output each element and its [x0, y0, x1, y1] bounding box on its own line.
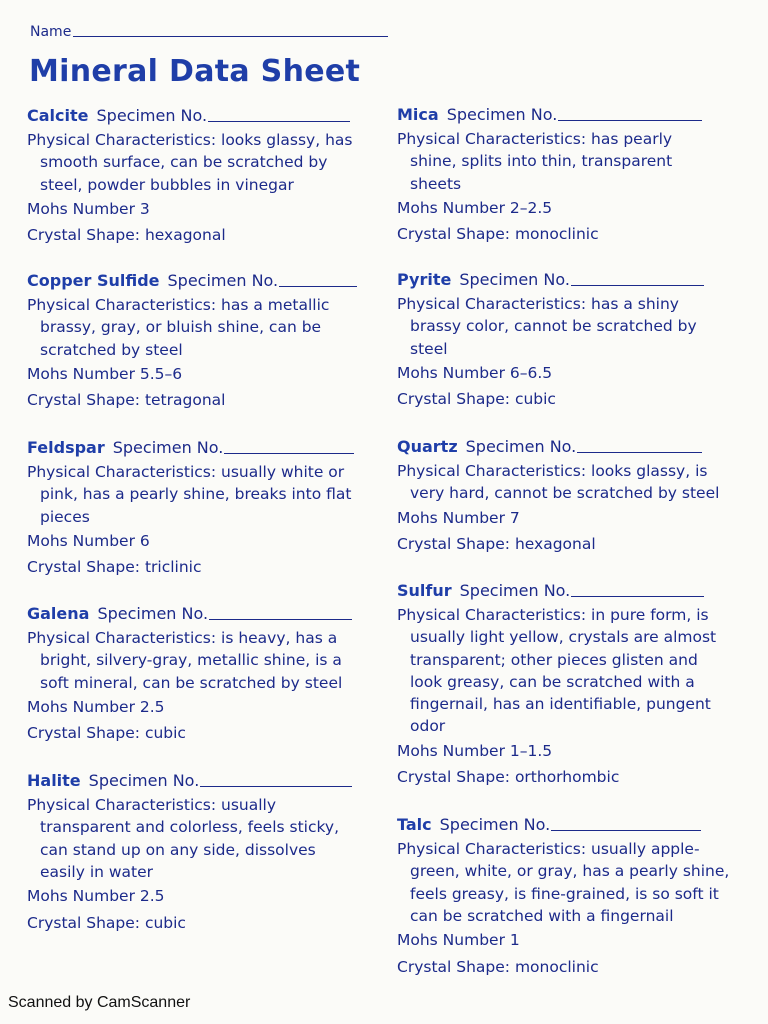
- specimen-label: Specimen No.: [439, 815, 551, 834]
- physical-characteristics: Physical Characteristics: usually white or pink, has a pearly shine, breaks into flat pieces: [27, 463, 352, 526]
- mineral-header: [397, 813, 737, 837]
- name-field: [30, 24, 388, 40]
- mineral-entry-sulfur: [397, 579, 737, 791]
- mineral-entry-galena: [27, 602, 367, 747]
- mohs-number: Mohs Number 2.5: [27, 887, 165, 906]
- specimen-blank-line: [571, 595, 704, 597]
- mineral-name: Calcite: [27, 106, 89, 125]
- specimen-label: Specimen No.: [459, 581, 571, 600]
- physical-characteristics: Physical Characteristics: is heavy, has a bright, silvery-gray, metallic shine, is a soft mineral, can be scratched by steel: [27, 629, 343, 692]
- physical-characteristics: Physical Characteristics: usually apple-green, white, or gray, has a pearly shine, feels greasy, is fine-grained, is so soft it can be scratched with a fingernail: [397, 840, 730, 925]
- mineral-name: Quartz: [397, 437, 458, 456]
- physical-characteristics: Physical Characteristics: in pure form, is usually light yellow, crystals are almost transparent; other pieces glisten and look greasy, can be scratched with a fingernail, has an identifiable, pungent odor: [397, 606, 717, 736]
- physical-characteristics: Physical Characteristics: usually transparent and colorless, feels sticky, can stand up on any side, dissolves easily in water: [27, 796, 340, 881]
- mineral-entry-calcite: [27, 104, 367, 249]
- specimen-label: Specimen No.: [112, 438, 224, 457]
- crystal-shape: Crystal Shape: orthorhombic: [397, 768, 620, 787]
- physical-characteristics: Physical Characteristics: looks glassy, is very hard, cannot be scratched by steel: [397, 462, 720, 503]
- crystal-shape: Crystal Shape: monoclinic: [397, 957, 599, 976]
- specimen-label: Specimen No.: [96, 106, 208, 125]
- mohs-number: Mohs Number 2.5: [27, 697, 165, 716]
- mineral-header: [27, 104, 367, 128]
- specimen-blank-line: [571, 284, 704, 286]
- mineral-name: Talc: [397, 815, 432, 834]
- specimen-blank-line: [577, 451, 702, 453]
- mineral-header: [27, 436, 367, 460]
- crystal-shape: Crystal Shape: cubic: [27, 724, 186, 743]
- name-label: Name: [30, 24, 72, 40]
- physical-characteristics: Physical Characteristics: looks glassy, has smooth surface, can be scratched by steel, powder bubbles in vinegar: [27, 131, 353, 194]
- mineral-header: [397, 268, 737, 292]
- specimen-blank-line: [558, 119, 702, 121]
- specimen-label: Specimen No.: [446, 105, 558, 124]
- mineral-name: Copper Sulfide: [27, 271, 160, 290]
- mineral-header: [397, 103, 737, 127]
- mohs-number: Mohs Number 1–1.5: [397, 741, 553, 760]
- specimen-blank-line: [224, 452, 354, 454]
- mineral-entry-pyrite: [397, 268, 737, 413]
- mineral-header: [27, 602, 367, 626]
- physical-characteristics: Physical Characteristics: has pearly shine, splits into thin, transparent sheets: [397, 130, 673, 193]
- crystal-shape: Crystal Shape: tetragonal: [27, 391, 226, 410]
- mineral-entry-quartz: [397, 435, 737, 558]
- specimen-label: Specimen No.: [97, 604, 209, 623]
- name-blank-line: [73, 35, 388, 37]
- mohs-number: Mohs Number 6: [27, 531, 150, 550]
- mohs-number: Mohs Number 5.5–6: [27, 364, 183, 383]
- mineral-name: Sulfur: [397, 581, 452, 600]
- mineral-header: [27, 769, 367, 793]
- specimen-blank-line: [551, 829, 701, 831]
- mineral-entry-copper-sulfide: [27, 269, 367, 414]
- mineral-entry-halite: [27, 769, 367, 936]
- specimen-blank-line: [208, 120, 350, 122]
- mineral-name: Pyrite: [397, 270, 452, 289]
- mineral-entry-talc: [397, 813, 737, 980]
- mineral-header: [397, 579, 737, 603]
- specimen-label: Specimen No.: [459, 270, 570, 289]
- physical-characteristics: Physical Characteristics: has a shiny brassy color, cannot be scratched by steel: [397, 295, 697, 358]
- mineral-name: Mica: [397, 105, 439, 124]
- mineral-entry-mica: [397, 103, 737, 248]
- mineral-name: Feldspar: [27, 438, 105, 457]
- crystal-shape: Crystal Shape: hexagonal: [27, 226, 226, 245]
- mohs-number: Mohs Number 6–6.5: [397, 363, 553, 382]
- mohs-number: Mohs Number 7: [397, 508, 520, 527]
- crystal-shape: Crystal Shape: hexagonal: [397, 535, 596, 554]
- crystal-shape: Crystal Shape: monoclinic: [397, 225, 599, 244]
- mohs-number: Mohs Number 3: [27, 199, 150, 218]
- physical-characteristics: Physical Characteristics: has a metallic brassy, gray, or bluish shine, can be scratched by steel: [27, 296, 330, 359]
- mineral-entry-feldspar: [27, 436, 367, 581]
- specimen-label: Specimen No.: [167, 271, 279, 290]
- crystal-shape: Crystal Shape: cubic: [27, 913, 186, 932]
- specimen-blank-line: [209, 618, 352, 620]
- mineral-name: Galena: [27, 604, 90, 623]
- crystal-shape: Crystal Shape: triclinic: [27, 558, 202, 577]
- specimen-label: Specimen No.: [465, 437, 577, 456]
- scanner-watermark: Scanned by CamScanner: [8, 994, 191, 1011]
- page-title: Mineral Data Sheet: [29, 54, 361, 89]
- mineral-name: Halite: [27, 771, 81, 790]
- specimen-label: Specimen No.: [88, 771, 200, 790]
- crystal-shape: Crystal Shape: cubic: [397, 390, 556, 409]
- mohs-number: Mohs Number 2–2.5: [397, 198, 553, 217]
- specimen-blank-line: [200, 785, 352, 787]
- mineral-header: [27, 269, 367, 293]
- specimen-blank-line: [279, 285, 357, 287]
- mohs-number: Mohs Number 1: [397, 931, 520, 950]
- mineral-header: [397, 435, 737, 459]
